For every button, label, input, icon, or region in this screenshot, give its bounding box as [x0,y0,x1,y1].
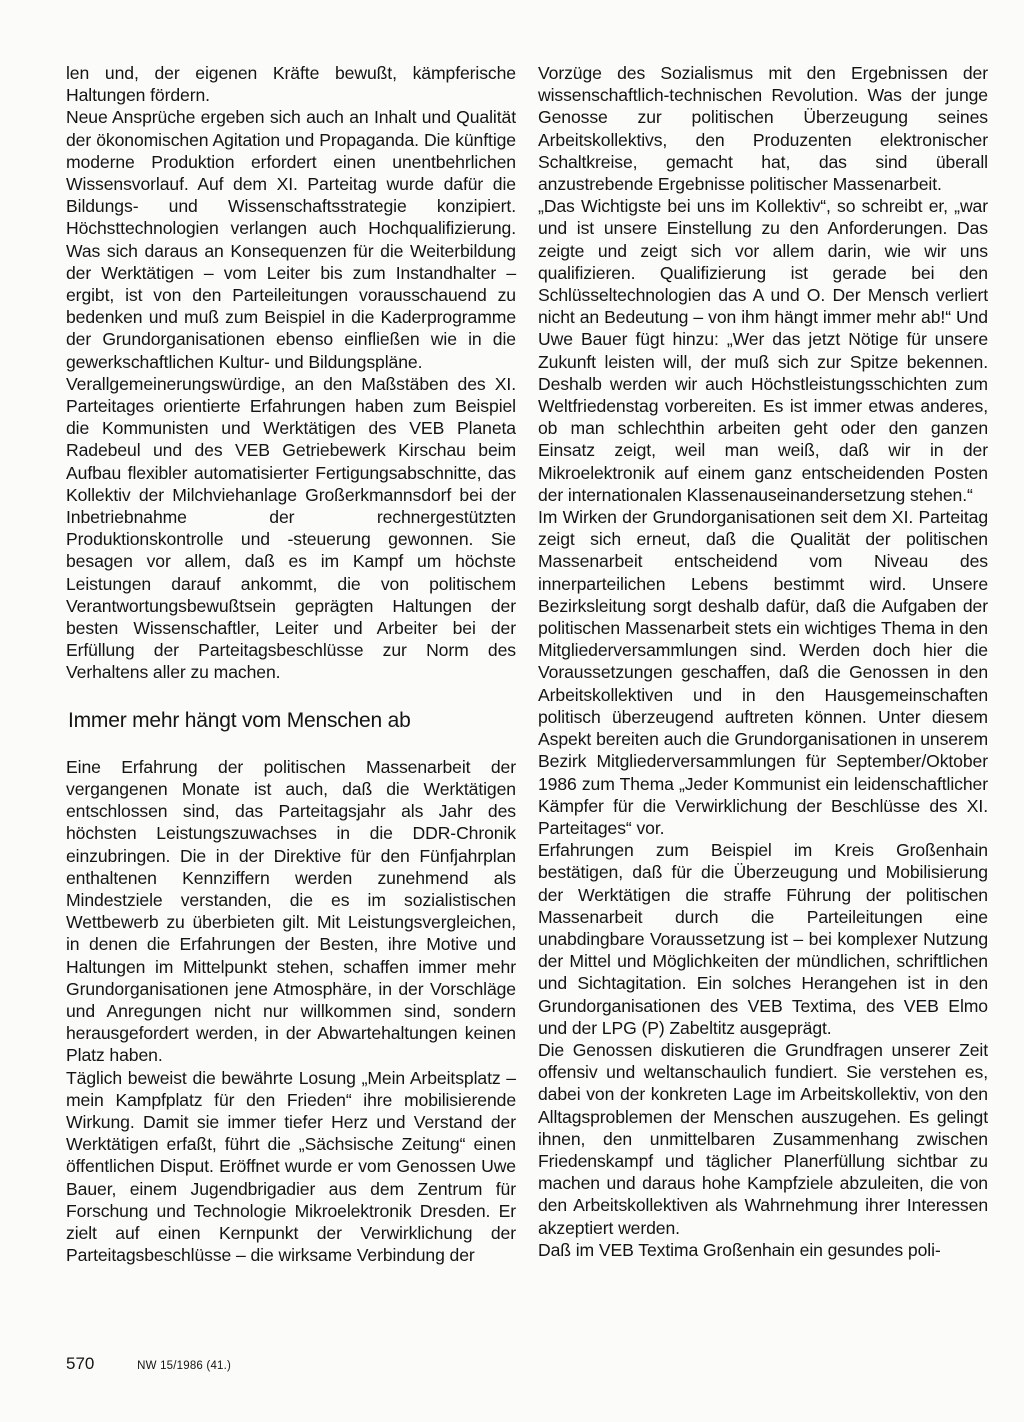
section-heading: Immer mehr hängt vom Menschen ab [68,708,411,732]
page-footer [66,1354,231,1376]
paragraph: len und, der eigenen Kräfte bewußt, kämpferische Haltungen fördern. [66,63,516,106]
paragraph: Täglich beweist die bewährte Losung „Mein Arbeitsplatz – mein Kampfplatz für den Frieden“ ihre mobilisierende Wirkung. Damit sie immer tiefer Herz und Verstand der Werktätigen erfaßt, führt die „Sächsische Zeitung“ einen öffentlichen Disput. Eröffnet wurde er vom Genossen Uwe Bauer, einem Jugendbrigadier aus dem Zentrum für Forschung und Technologie Mikroelektronik Dresden. Er zielt auf einen Kernpunkt der Verwirklichung der Parteitagsbeschlüsse – die wirksame Verbindung der [66,1067,516,1266]
page-number: 570 [66,1354,95,1373]
paragraph: Im Wirken der Grundorganisationen seit dem XI. Parteitag zeigt sich erneut, daß die Qualität der politischen Massenarbeit entscheidend vom Niveau des innerparteilichen Lebens bestimmt wird. Unsere Bezirksleitung sorgt deshalb dafür, daß die Aufgaben der politischen Massenarbeit stets ein wichtiges Thema in den Mitgliederversammlungen sind. Werden doch hier die Voraussetzungen geschaffen, daß die Genossen in den Arbeitskollektiven und in den Hausgemeinschaften politisch überzeugend auftreten können. Unter diesem Aspekt bereiten auch die Grundorganisationen in unserem Bezirk Mitgliederversammlungen für September/Oktober 1986 zum Thema „Jeder Kommunist ein leidenschaftlicher Kämpfer für die Verwirklichung der Beschlüsse des XI. Parteitages“ vor. [538,507,988,838]
paragraph: „Das Wichtigste bei uns im Kollektiv“, so schreibt er, „war und ist unsere Einstellung zu den Anforderungen. Das zeigte und zeigt sich vor allem darin, wie wir uns qualifizieren. Qualifizierung ist gerade bei den Schlüsseltechnologien das A und O. Der Mensch verliert nicht an Bedeutung – von ihm hängt immer mehr ab!“ Und Uwe Bauer fügt hinzu: „Wer das jetzt Nötige für unsere Zukunft leisten will, der muß sich zur Spitze bekennen. Deshalb werden wir auch Höchstleistungsschichten zum Weltfriedenstag vorbereiten. Es ist immer etwas anderes, ob man schlechthin arbeiten geht oder den ganzen Einsatz zeigt, weil man weiß, daß wir in der Mikroelektronik auf einem ganz entscheidenden Posten der internationalen Klassenauseinandersetzung stehen.“ [538,196,988,505]
left-column [66,62,516,1266]
paragraph: Verallgemeinerungswürdige, an den Maßstäben des XI. Parteitages orientierte Erfahrungen haben zum Beispiel die Kommunisten und Werktätigen des VEB Planeta Radebeul und des VEB Getriebewerk Kirschau beim Aufbau flexibler automatisierter Fertigungsabschnitte, das Kollektiv der Milchviehanlage Großerkmannsdorf bei der Inbetriebnahme der rechnergestützten Produktionskontrolle und -steuerung gewonnen. Sie besagen vor allem, daß es im Kampf um höchste Leistungen darauf ankommt, die von politischem Verantwortungsbewußtsein geprägten Haltungen der besten Wissenschaftler, Leiter und Arbeiter bei der Erfüllung der Parteitagsbeschlüsse zur Norm des Verhaltens aller zu machen. [66,373,516,683]
paragraph: Daß im VEB Textima Großenhain ein gesundes poli- [538,1239,941,1260]
paragraph: Vorzüge des Sozialismus mit den Ergebnissen der wissenschaftlich-technischen Revolution. Was der junge Genosse zur politischen Überzeugung seines Arbeitskollektivs, den Produzenten elektronischer Schaltkreise, gemacht hat, das sind überall anzustrebende Ergebnisse politischer Massenarbeit. [538,63,988,195]
paragraph: Neue Ansprüche ergeben sich auch an Inhalt und Qualität der ökonomischen Agitation und Propaganda. Die künftige moderne Produktion erfordert einen unentbehrlichen Wissensvorlauf. Auf dem XI. Parteitag wurde dafür die Bildungs- und Wissenschaftsstrategie konzipiert. Höchsttechnologien verlangen auch Hochqualifizierung. Was sich daraus an Konsequenzen für die Weiterbildung der Werktätigen – vom Leiter bis zum Instandhalter – ergibt, ist von den Parteileitungen vorausschauend zu bedenken und muß zum Beispiel in die Kaderprogramme der Grundorganisationen ebenso einfließen wie in die gewerkschaftlichen Kultur- und Bildungspläne. [66,107,516,372]
paragraph: Eine Erfahrung der politischen Massenarbeit der vergangenen Monate ist auch, daß die Werktätigen entschlossen sind, das Parteitagsjahr als Jahr des höchsten Leistungszuwachses in die DDR-Chronik einzubringen. Die in der Direktive für den Fünfjahrplan enthaltenen Kennziffern werden zunehmend als Mindestziele verstanden, die es im sozialistischen Wettbewerb zu überbieten gilt. Mit Leistungsvergleichen, in denen die Erfahrungen der Besten, ihre Motive und Haltungen im Mittelpunkt stehen, schaffen immer mehr Grundorganisationen jene Atmosphäre, in der Vorschläge und Anregungen nicht nur willkommen sind, sondern herausgefordert werden, in der Abwartehaltungen keinen Platz haben. [66,756,516,1066]
paragraph: Erfahrungen zum Beispiel im Kreis Großenhain bestätigen, daß für die Überzeugung und Mobilisierung der Werktätigen die straffe Führung der politischen Massenarbeit durch die Parteileitungen eine unabdingbare Voraussetzung ist – bei komplexer Nutzung der Mittel und Möglichkeiten der mündlichen, schriftlichen und Sichtagitation. Ein solches Herangehen ist in den Grundorganisationen des VEB Textima, des VEB Elmo und der LPG (P) Zabeltitz ausgeprägt. [538,840,988,1038]
right-column [538,62,988,1261]
issue-reference: NW 15/1986 (41.) [137,1360,232,1372]
paragraph: Die Genossen diskutieren die Grundfragen unserer Zeit offensiv und weltanschaulich fundiert. Sie verstehen es, dabei von der konkreten Lage im Arbeitskollektiv, von den Alltagsproblemen der Menschen auszugehen. Es gelingt ihnen, den unmittelbaren Zusammenhang zwischen Friedenskampf und täglicher Planerfüllung sichtbar zu machen und daraus hohe Kampfziele abzuleiten, die von den Arbeitskollektiven als Wahrnehmung ihrer Interessen akzeptiert werden. [538,1039,988,1238]
